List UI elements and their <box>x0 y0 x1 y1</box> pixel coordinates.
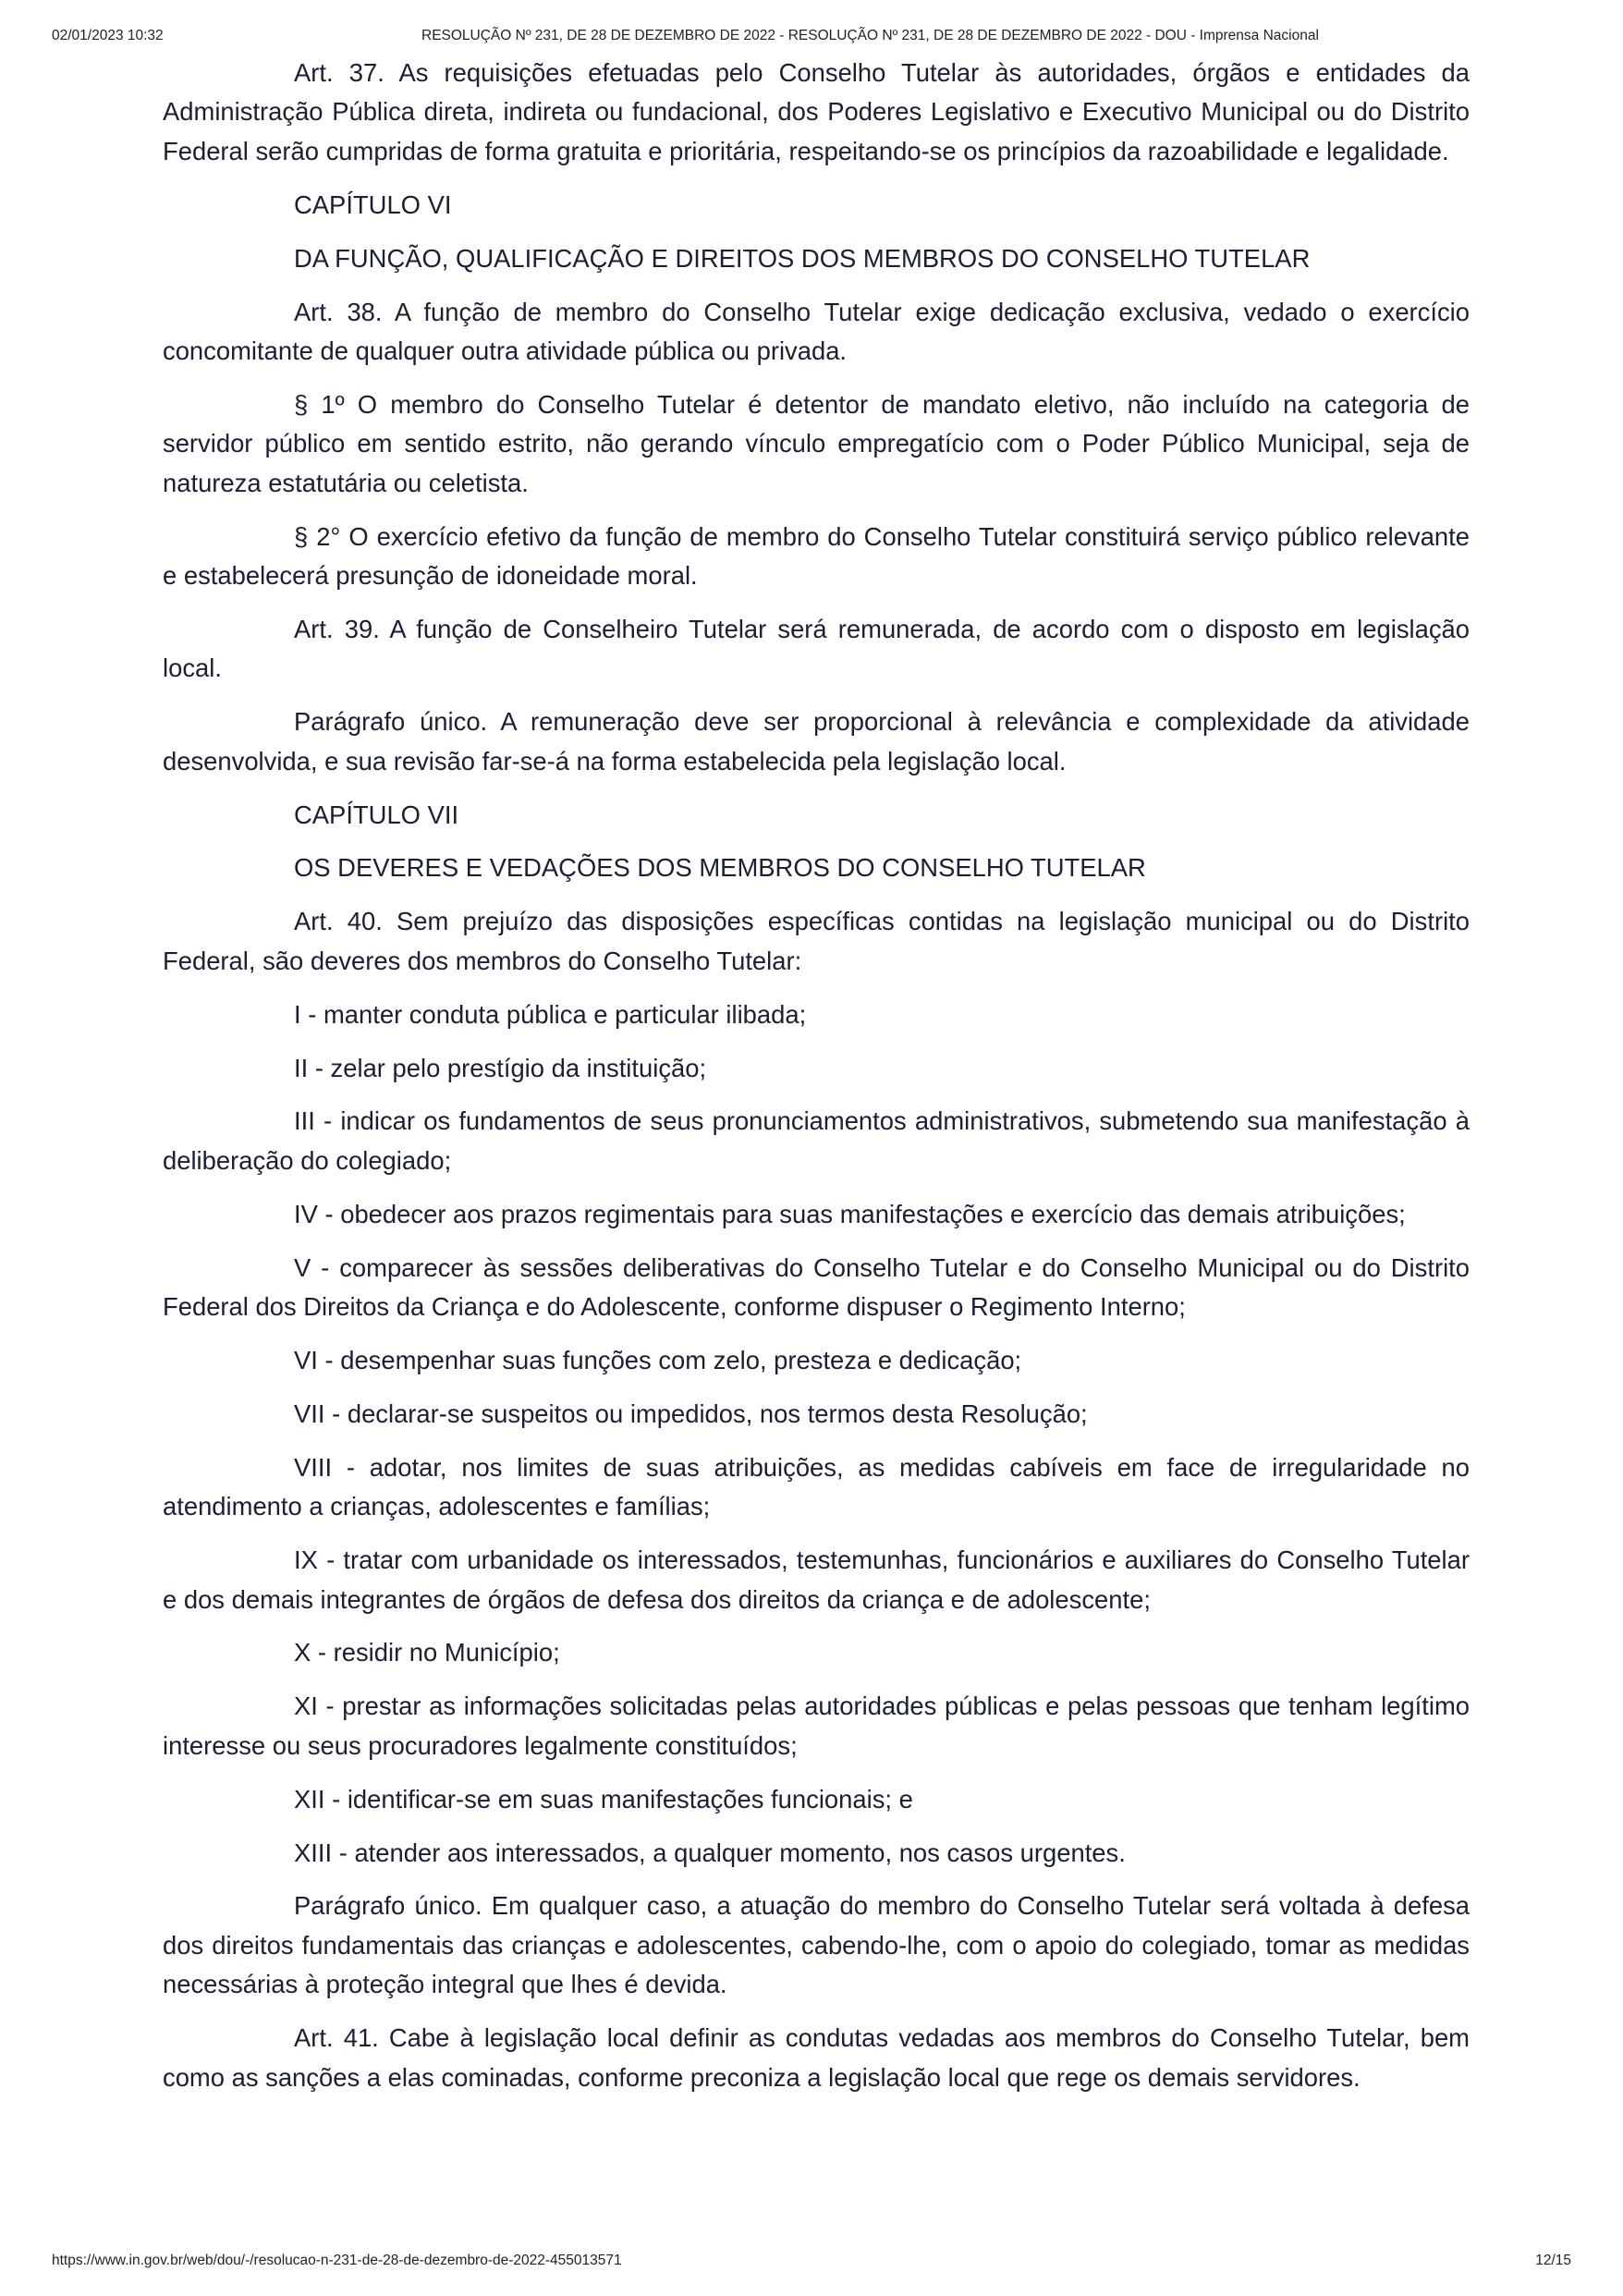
list-item: IV - obedecer aos prazos regimentais para suas manifestações e exercício das demais atribuições; <box>294 1199 1406 1228</box>
paragraph-art-37: Art. 37. As requisições efetuadas pelo Conselho Tutelar às autoridades, órgãos e entidades da Administração Pública direta, indireta ou fundacional, dos Poderes Legislativo e Executivo Municipal ou do Distrito Federal serão cumpridas de forma gratuita e prioritária, respeitando-se os princípios da razoabilidade e legalidade. <box>163 58 1470 165</box>
print-header <box>52 28 1571 50</box>
paragraph-art-41: Art. 41. Cabe à legislação local definir as condutas vedadas aos membros do Conselho Tutelar, bem como as sanções a elas cominadas, conforme preconiza a legislação local que rege os demais servidores. <box>163 2023 1470 2092</box>
chapter-title: DA FUNÇÃO, QUALIFICAÇÃO E DIREITOS DOS MEMBROS DO CONSELHO TUTELAR <box>294 243 1311 273</box>
page-url: https://www.in.gov.br/web/dou/-/resolucao-n-231-de-28-de-dezembro-de-2022-455013571 <box>52 2253 622 2268</box>
paragraph-art-40-sole: Parágrafo único. Em qualquer caso, a atuação do membro do Conselho Tutelar será voltada à defesa dos direitos fundamentais das crianças e adolescentes, cabendo-lhe, com o apoio do colegiado, tomar as medidas necessárias à proteção integral que lhes é devida. <box>163 1891 1470 1999</box>
chapter-heading: CAPÍTULO VII <box>294 800 459 829</box>
print-footer <box>52 2253 1571 2275</box>
paragraph-art-38-par-1: § 1º O membro do Conselho Tutelar é detentor de mandato eletivo, não incluído na categoria de servidor público em sentido estrito, não gerando vínculo empregatício com o Poder Público Municipal, seja de natureza estatutária ou celetista. <box>163 389 1470 497</box>
paragraph-art-40: Art. 40. Sem prejuízo das disposições específicas contidas na legislação municipal ou do Distrito Federal, são deveres dos membros do Conselho Tutelar: <box>163 907 1470 975</box>
list-item: VI - desempenhar suas funções com zelo, presteza e dedicação; <box>294 1345 1022 1374</box>
paragraph-art-38-par-2: § 2° O exercício efetivo da função de membro do Conselho Tutelar constituirá serviço público relevante e estabelecerá presunção de idoneidade moral. <box>163 521 1470 590</box>
chapter-heading: CAPÍTULO VI <box>294 189 452 219</box>
paragraph-art-39-sole: Parágrafo único. A remuneração deve ser proporcional à relevância e complexidade da atividade desenvolvida, e sua revisão far-se-á na forma estabelecida pela legislação local. <box>163 707 1470 776</box>
page-number: 12/15 <box>1535 2253 1571 2268</box>
list-item: X - residir no Município; <box>294 1638 560 1667</box>
list-item: XIII - atender aos interessados, a qualquer momento, nos casos urgentes. <box>294 1838 1126 1867</box>
list-item: V - comparecer às sessões deliberativas do Conselho Tutelar e do Conselho Municipal ou do Distrito Federal dos Direitos da Criança e do Adolescente, conforme dispuser o Regimento Interno; <box>163 1252 1470 1322</box>
list-item: XII - identificar-se em suas manifestações funcionais; e <box>294 1784 913 1814</box>
list-item: IX - tratar com urbanidade os interessados, testemunhas, funcionários e auxiliares do Conselho Tutelar e dos demais integrantes de órgãos de defesa dos direitos da criança e de adolescente; <box>163 1545 1470 1614</box>
list-item: II - zelar pelo prestígio da instituição; <box>294 1053 707 1082</box>
list-item: XI - prestar as informações solicitadas pelas autoridades públicas e pelas pessoas que tenham legítimo interesse ou seus procuradores legalmente constituídos; <box>163 1691 1470 1760</box>
list-item: III - indicar os fundamentos de seus pronunciamentos administrativos, submetendo sua manifestação à deliberação do colegiado; <box>163 1106 1470 1175</box>
print-title: RESOLUÇÃO Nº 231, DE 28 DE DEZEMBRO DE 2022 - RESOLUÇÃO Nº 231, DE 28 DE DEZEMBRO DE 2022 - DOU - Imprensa Nacional <box>421 28 1319 43</box>
chapter-title: OS DEVERES E VEDAÇÕES DOS MEMBROS DO CONSELHO TUTELAR <box>294 853 1146 883</box>
paragraph-art-38: Art. 38. A função de membro do Conselho Tutelar exige dedicação exclusiva, vedado o exercício concomitante de qualquer outra atividade pública ou privada. <box>163 297 1470 365</box>
document-body <box>163 54 1470 2111</box>
list-item: I - manter conduta pública e particular ilibada; <box>294 999 807 1029</box>
print-datetime: 02/01/2023 10:32 <box>52 28 164 43</box>
paragraph-art-39: Art. 39. A função de Conselheiro Tutelar será remunerada, de acordo com o disposto em legislação local. <box>163 614 1470 683</box>
list-item: VIII - adotar, nos limites de suas atribuições, as medidas cabíveis em face de irregularidade no atendimento a crianças, adolescentes e famílias; <box>163 1452 1470 1521</box>
list-item: VII - declarar-se suspeitos ou impedidos, nos termos desta Resolução; <box>294 1398 1088 1428</box>
